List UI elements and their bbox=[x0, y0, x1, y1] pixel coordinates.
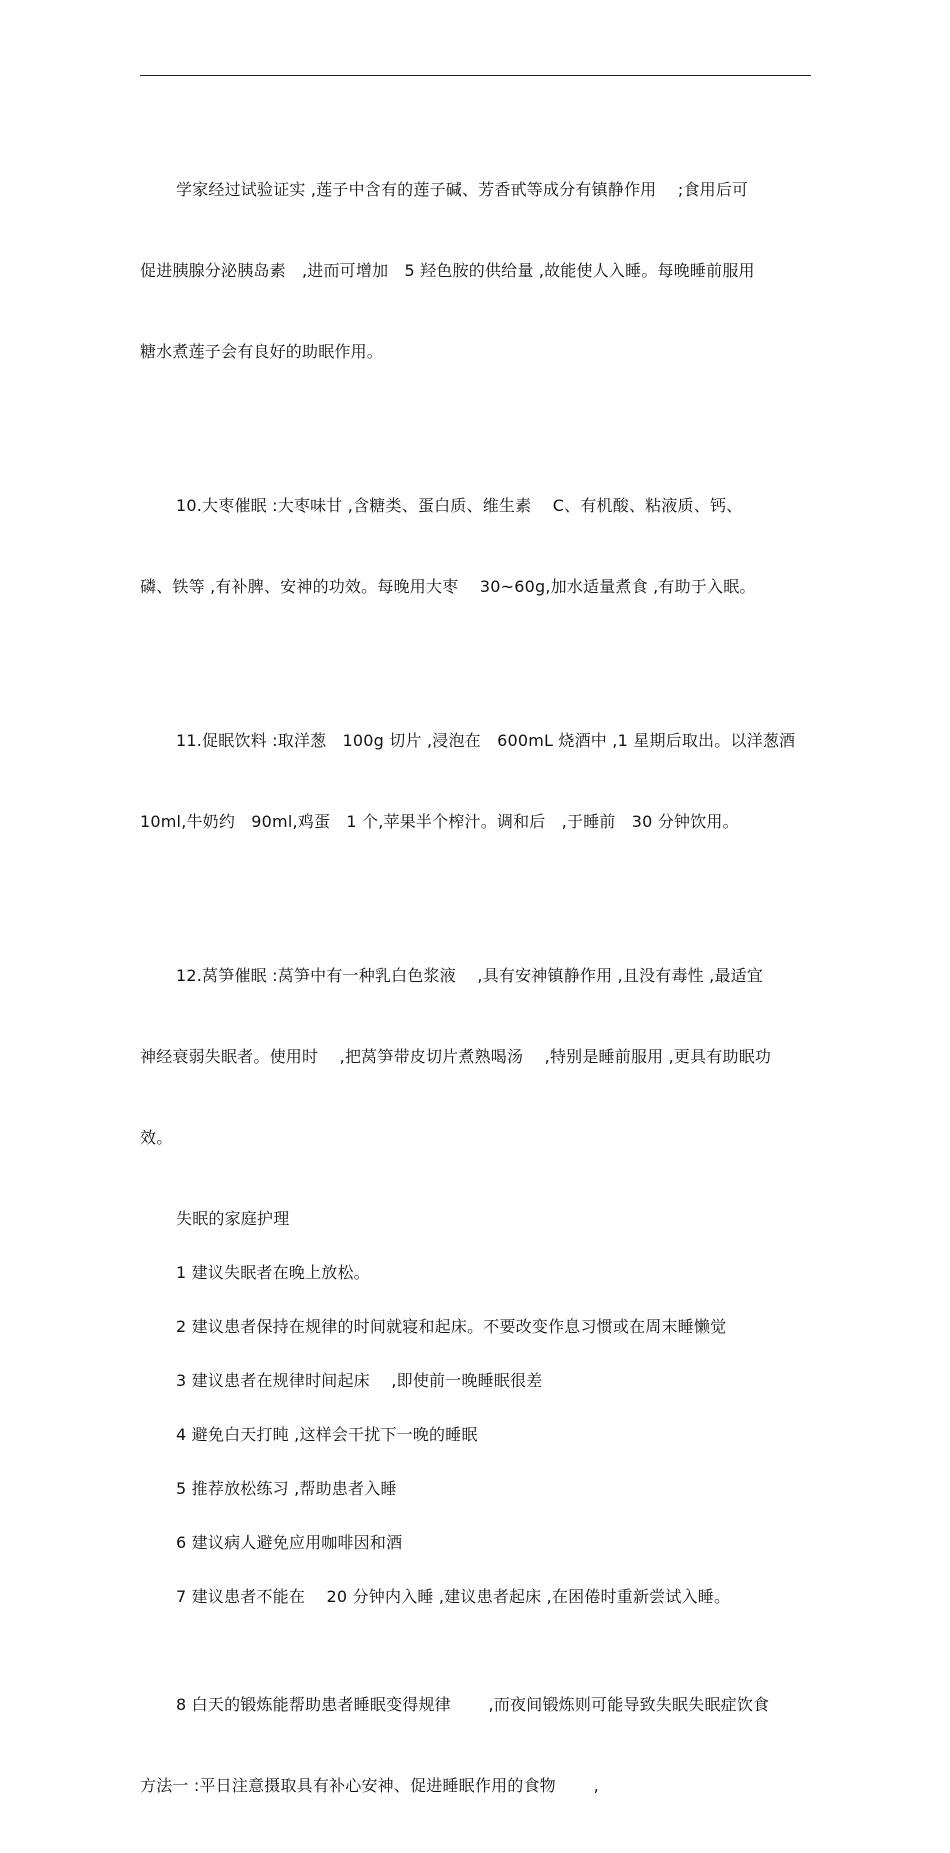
list-item: 6 建议病人避免应用咖啡因和酒 bbox=[176, 1533, 403, 1552]
document-body bbox=[140, 122, 811, 1853]
list-item: 4 避免白天打盹 ,这样会干扰下一晚的睡眠 bbox=[176, 1425, 478, 1444]
list-item: 3 建议患者在规律时间起床 ,即使前一晚睡眠很差 bbox=[176, 1371, 543, 1390]
text-line: 11.促眠饮料 :取洋葱 100g 切片 ,浸泡在 600mL 烧酒中 ,1 星期后取出。以洋葱酒 bbox=[176, 731, 796, 750]
text-line: 糖水煮莲子会有良好的助眠作用。 bbox=[140, 342, 384, 361]
header-rule bbox=[140, 75, 811, 76]
paragraph-exercise-diet bbox=[140, 1637, 811, 1853]
text-line: 方法一 :平日注意摄取具有补心安神、促进睡眠作用的食物 , bbox=[140, 1776, 599, 1795]
paragraph-jujube bbox=[140, 438, 811, 654]
section-heading: 失眠的家庭护理 bbox=[176, 1209, 290, 1228]
paragraph-sleep-drink bbox=[140, 673, 811, 889]
list-item: 5 推荐放松练习 ,帮助患者入睡 bbox=[176, 1479, 397, 1498]
text-line: 神经衰弱失眠者。使用时 ,把莴笋带皮切片煮熟喝汤 ,特别是睡前服用 ,更具有助眠功 bbox=[140, 1047, 772, 1066]
list-item: 7 建议患者不能在 20 分钟内入睡 ,建议患者起床 ,在困倦时重新尝试入睡。 bbox=[176, 1587, 731, 1606]
list-item: 1 建议失眠者在晚上放松。 bbox=[176, 1263, 370, 1282]
text-line: 10ml,牛奶约 90ml,鸡蛋 1 个,苹果半个榨汁。调和后 ,于睡前 30 分钟饮用。 bbox=[140, 812, 739, 831]
text-line: 促进胰腺分泌胰岛素 ,进而可增加 5 羟色胺的供给量 ,故能使人入睡。每晚睡前服用 bbox=[140, 261, 755, 280]
text-line: 12.莴笋催眠 :莴笋中有一种乳白色浆液 ,具有安神镇静作用 ,且没有毒性 ,最适宜 bbox=[176, 966, 764, 985]
text-line: 8 白天的锻炼能帮助患者睡眠变得规律 ,而夜间锻炼则可能导致失眠失眠症饮食 bbox=[176, 1695, 770, 1714]
text-line: 学家经过试验证实 ,莲子中含有的莲子碱、芳香甙等成分有镇静作用 ;食用后可 bbox=[176, 180, 749, 199]
text-line: 效。 bbox=[140, 1128, 173, 1147]
text-line: 10.大枣催眠 :大枣味甘 ,含糖类、蛋白质、维生素 C、有机酸、粘液质、钙、 bbox=[176, 496, 743, 515]
list-item: 2 建议患者保持在规律的时间就寝和起床。不要改变作息习惯或在周末睡懒觉 bbox=[176, 1317, 727, 1336]
paragraph-lettuce bbox=[140, 908, 811, 1205]
paragraph-lotus-seed bbox=[140, 122, 811, 419]
text-line: 磷、铁等 ,有补脾、安神的功效。每晚用大枣 30~60g,加水适量煮食 ,有助于入眠。 bbox=[140, 577, 756, 596]
